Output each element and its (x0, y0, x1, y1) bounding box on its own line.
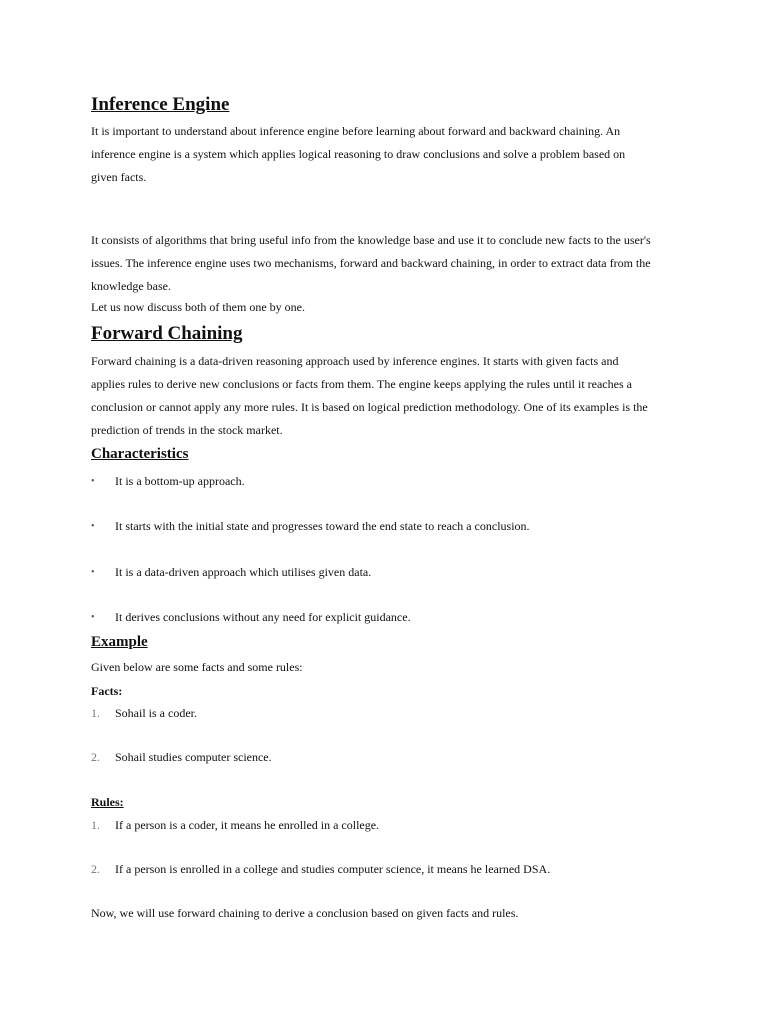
list-number: 1. (91, 818, 100, 832)
list-item-text: It is a bottom-up approach. (115, 474, 245, 488)
list-item-text: Sohail studies computer science. (115, 750, 272, 764)
list-item-text: It starts with the initial state and progresses toward the end state to reach a conclusion. (115, 519, 530, 533)
paragraph-line: It consists of algorithms that bring useful info from the knowledge base and use it to conclude new facts to the user's (91, 233, 651, 247)
paragraph-line: prediction of trends in the stock market. (91, 423, 283, 437)
paragraph-line: conclusion or cannot apply any more rules. It is based on logical prediction methodology. One of its examples is the (91, 400, 648, 414)
characteristics-heading: Characteristics (91, 446, 189, 462)
intro-paragraph (91, 120, 625, 189)
rules-label: Rules: (91, 795, 124, 809)
list-item-text: Sohail is a coder. (115, 706, 197, 720)
bullet-icon: • (91, 521, 95, 532)
list-item-text: It derives conclusions without any need for explicit guidance. (115, 610, 411, 624)
conclusion-line: Now, we will use forward chaining to derive a conclusion based on given facts and rules. (91, 906, 519, 920)
example-heading: Example (91, 634, 148, 650)
paragraph-line: It is important to understand about inference engine before learning about forward and backward chaining. An (91, 124, 621, 138)
forward-chaining-heading: Forward Chaining (91, 323, 243, 344)
paragraph-line: Forward chaining is a data-driven reasoning approach used by inference engines. It starts with given facts and (91, 354, 619, 368)
list-item-text: If a person is a coder, it means he enrolled in a college. (115, 818, 380, 832)
bullet-icon: • (91, 476, 95, 487)
list-number: 2. (91, 862, 100, 876)
forward-chaining-paragraph (91, 350, 648, 442)
bullet-icon: • (91, 567, 95, 578)
discuss-line: Let us now discuss both of them one by one. (91, 300, 305, 314)
paragraph-line: issues. The inference engine uses two mechanisms, forward and backward chaining, in order to extract data from the (91, 256, 651, 270)
bullet-icon: • (91, 612, 95, 623)
paragraph-line: applies rules to derive new conclusions or facts from them. The engine keeps applying the rules until it reaches a (91, 377, 632, 391)
list-number: 1. (91, 706, 100, 720)
example-intro: Given below are some facts and some rules: (91, 660, 303, 674)
list-item-text: If a person is enrolled in a college and studies computer science, it means he learned DSA. (115, 862, 551, 876)
page-title: Inference Engine (91, 94, 230, 115)
paragraph-line: knowledge base. (91, 279, 171, 293)
facts-label: Facts: (91, 684, 123, 698)
paragraph-line: inference engine is a system which applies logical reasoning to draw conclusions and solve a problem based on (91, 147, 626, 161)
paragraph-line: given facts. (91, 170, 147, 184)
list-item-text: It is a data-driven approach which utilises given data. (115, 565, 372, 579)
list-number: 2. (91, 750, 100, 764)
consists-paragraph (91, 229, 651, 298)
